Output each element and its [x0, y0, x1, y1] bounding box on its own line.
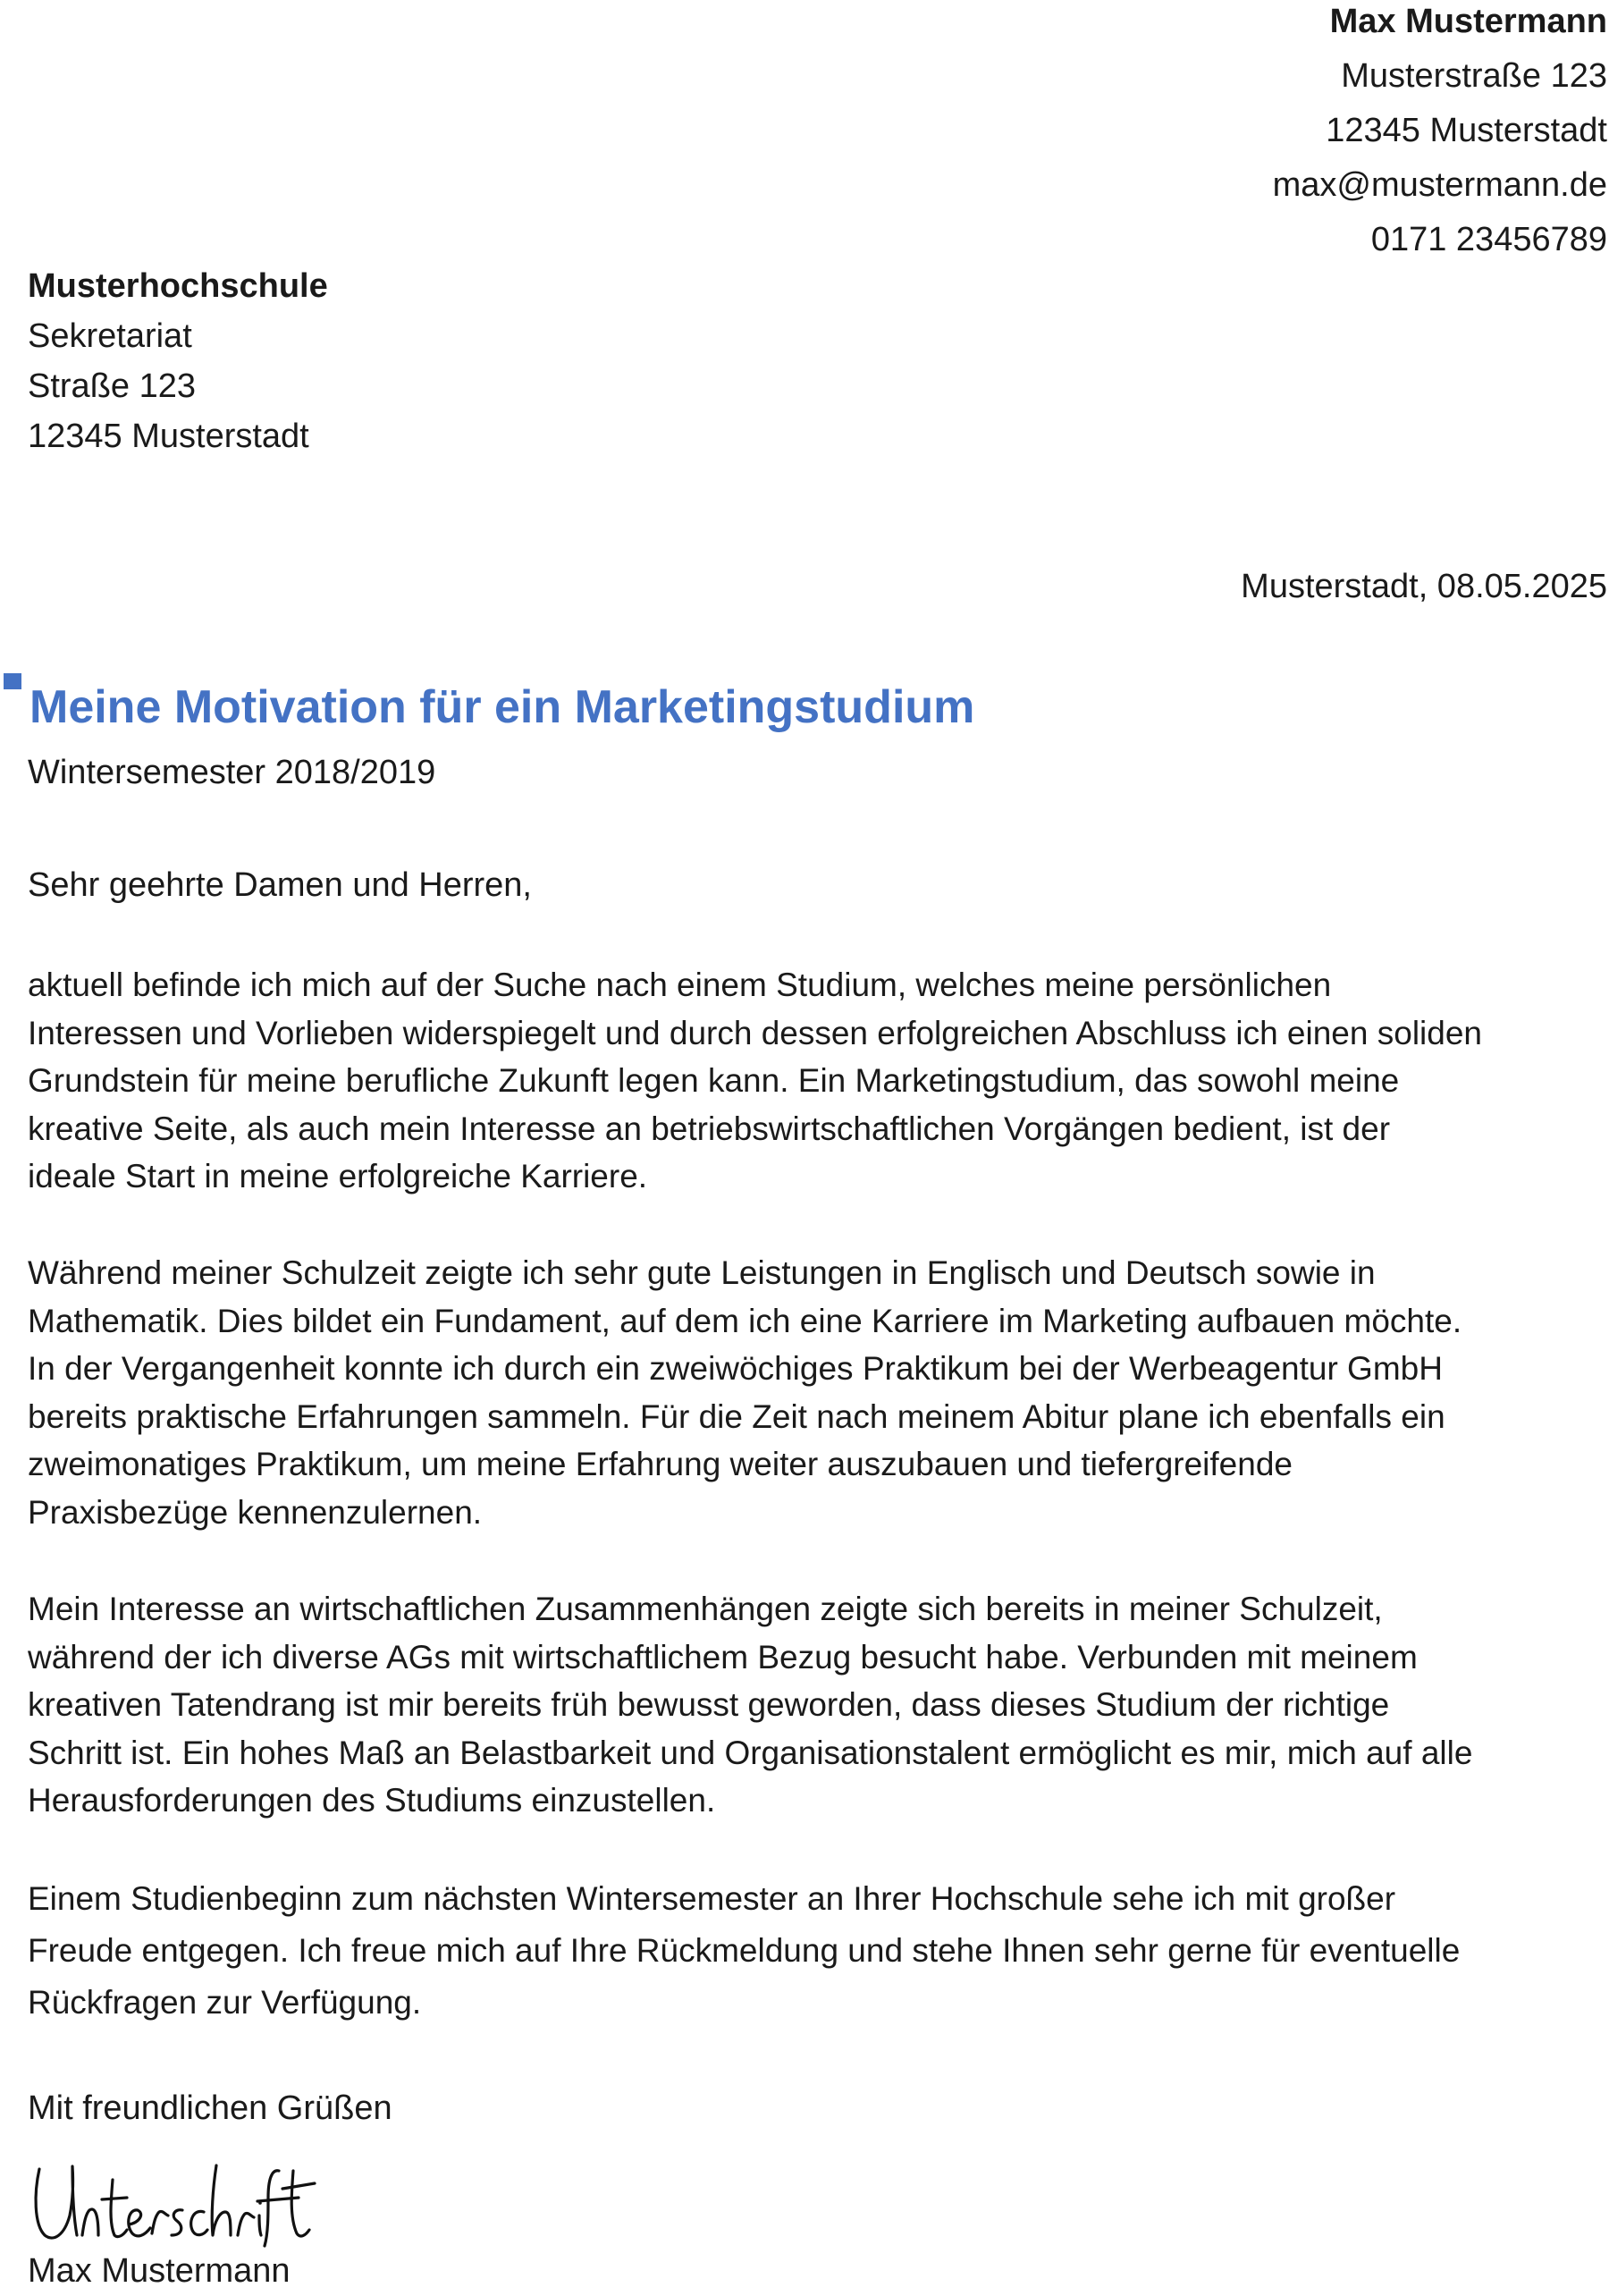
paragraph-line: während der ich diverse AGs mit wirtschaftlichem Bezug besucht habe. Verbunden mit meinem — [28, 1638, 1418, 1676]
closing-phrase: Mit freundlichen Grüßen — [28, 2089, 392, 2127]
recipient-department: Sekretariat — [28, 317, 192, 355]
subject-title: Meine Motivation für ein Marketingstudium — [29, 681, 975, 733]
paragraph-line: Rückfragen zur Verfügung. — [28, 1984, 422, 2021]
recipient-street: Straße 123 — [28, 367, 196, 405]
recipient-city: 12345 Musterstadt — [28, 418, 309, 455]
sender-phone: 0171 23456789 — [1370, 221, 1607, 258]
heading-marker — [4, 673, 21, 689]
body-paragraph-2 — [28, 1249, 1608, 1536]
paragraph-line: aktuell befinde ich mich auf der Suche nach einem Studium, welches meine persönlichen — [28, 967, 1332, 1003]
sender-address-block — [1273, 0, 1607, 267]
sender-street: Musterstraße 123 — [1341, 57, 1607, 95]
paragraph-line: Mathematik. Dies bildet ein Fundament, auf dem ich eine Karriere im Marketing aufbauen möchte. — [28, 1302, 1462, 1339]
sender-email: max@mustermann.de — [1272, 166, 1607, 204]
paragraph-line: Praxisbezüge kennenzulernen. — [28, 1493, 483, 1531]
paragraph-line: kreativen Tatendrang ist mir bereits früh bewusst geworden, dass dieses Studium der richtige — [28, 1686, 1390, 1723]
paragraph-line: bereits praktische Erfahrungen sammeln. Für die Zeit nach meinem Abitur plane ich ebenfalls ein — [28, 1397, 1445, 1435]
handwritten-signature — [30, 2153, 325, 2251]
paragraph-line: Herausforderungen des Studiums einzustellen. — [28, 1782, 716, 1819]
letter-date: Musterstadt, 08.05.2025 — [1241, 568, 1607, 605]
body-paragraph-3 — [28, 1585, 1608, 1825]
recipient-organization: Musterhochschule — [28, 267, 328, 305]
paragraph-line: Grundstein für meine berufliche Zukunft legen kann. Ein Marketingstudium, das sowohl meine — [28, 1062, 1400, 1099]
recipient-address-block — [28, 261, 328, 461]
paragraph-line: zweimonatiges Praktikum, um meine Erfahrung weiter auszubauen und tiefergreifende — [28, 1446, 1293, 1482]
paragraph-line: Schritt ist. Ein hohes Maß an Belastbarkeit und Organisationstalent ermöglicht es mir, mich auf alle — [28, 1734, 1473, 1771]
paragraph-line: Einem Studienbeginn zum nächsten Wintersemester an Ihrer Hochschule sehe ich mit großer — [28, 1880, 1396, 1917]
paragraph-line: kreative Seite, als auch mein Interesse an betriebswirtschaftlichen Vorgängen bedient, ist der — [28, 1110, 1391, 1147]
signer-name: Max Mustermann — [28, 2252, 291, 2290]
paragraph-line: Interessen und Vorlieben widerspiegelt und durch dessen erfolgreichen Abschluss ich einen soliden — [28, 1014, 1482, 1051]
paragraph-line: Mein Interesse an wirtschaftlichen Zusammenhängen zeigte sich bereits in meiner Schulzeit, — [28, 1591, 1383, 1627]
salutation: Sehr geehrte Damen und Herren, — [28, 866, 532, 904]
sender-city: 12345 Musterstadt — [1326, 112, 1607, 149]
paragraph-line: ideale Start in meine erfolgreiche Karriere. — [28, 1158, 648, 1194]
body-paragraph-4 — [28, 1873, 1608, 2029]
paragraph-line: Freude entgegen. Ich freue mich auf Ihre Rückmeldung und stehe Ihnen sehr gerne für eventuelle — [28, 1932, 1461, 1969]
paragraph-line: In der Vergangenheit konnte ich durch ein zweiwöchiges Praktikum bei der Werbeagentur GmbH — [28, 1350, 1443, 1387]
paragraph-line: Während meiner Schulzeit zeigte ich sehr gute Leistungen in Englisch und Deutsch sowie in — [28, 1254, 1376, 1291]
subject-semester: Wintersemester 2018/2019 — [28, 754, 436, 791]
body-paragraph-1 — [28, 961, 1608, 1201]
sender-name: Max Mustermann — [1329, 3, 1607, 40]
